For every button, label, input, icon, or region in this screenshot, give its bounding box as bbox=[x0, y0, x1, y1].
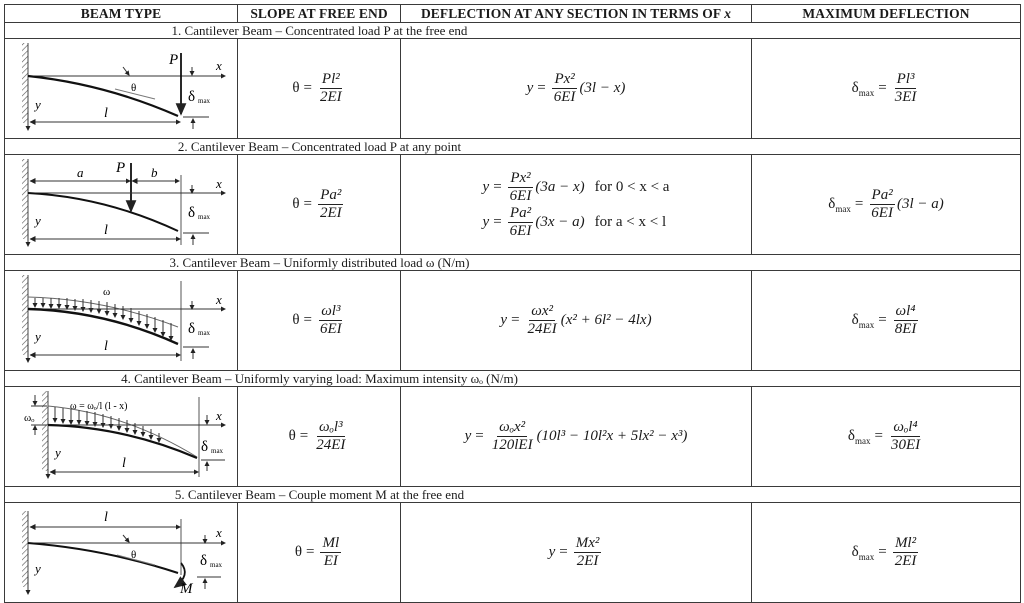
slope-cell-5 bbox=[238, 503, 401, 603]
slope-cell-1 bbox=[238, 39, 401, 139]
deflection-formula-segment-2: y = $\frac{\text{Pa²}}{6EI}$ (3x − a) for a < x < l bbox=[482, 204, 667, 239]
diagram-cell-2 bbox=[5, 155, 238, 255]
header-beam-type: BEAM TYPE bbox=[5, 5, 238, 23]
max-deflection-formula: δ max = $\frac{\text{Pa²}}{6EI}$ (3l − a) bbox=[828, 187, 944, 221]
svg-text:l: l bbox=[122, 456, 126, 471]
svg-text:y: y bbox=[35, 213, 41, 228]
svg-text:P: P bbox=[116, 160, 126, 176]
deflection-formula: y = $\frac{\text{Px²}}{6EI}$ (3l − x) bbox=[526, 71, 626, 105]
svg-text:max: max bbox=[198, 213, 211, 221]
deflection-cell-1 bbox=[401, 39, 752, 139]
svg-text:b: b bbox=[151, 165, 158, 180]
svg-text:max: max bbox=[211, 447, 224, 455]
svg-text:δ: δ bbox=[188, 89, 196, 105]
section-title-5: 5. Cantilever Beam – Couple moment M at the free end bbox=[5, 487, 1021, 503]
svg-text:x: x bbox=[216, 176, 222, 191]
svg-text:l: l bbox=[104, 339, 108, 354]
svg-text:a: a bbox=[77, 165, 84, 180]
max-deflection-cell-5 bbox=[752, 503, 1021, 603]
max-deflection-formula: δ max = $\frac{\text{Pl³}}{3EI}$ bbox=[851, 71, 917, 105]
deflection-formula: y = $\frac{\text{Mx²}}{2EI}$ bbox=[548, 535, 600, 569]
cantilever-udl-diagram bbox=[5, 271, 238, 365]
header-max-deflection: MAXIMUM DEFLECTION bbox=[752, 5, 1021, 23]
cantilever-varying-load-diagram bbox=[5, 387, 238, 481]
header-row bbox=[5, 5, 1021, 23]
section-title-2: 2. Cantilever Beam – Concentrated load P at any point bbox=[5, 139, 1021, 155]
diagram-cell-3 bbox=[5, 271, 238, 371]
beam-deflection-table bbox=[4, 4, 1021, 603]
header-slope: SLOPE AT FREE END bbox=[238, 5, 401, 23]
deflection-cell-2 bbox=[401, 155, 752, 255]
max-deflection-cell-4 bbox=[752, 387, 1021, 487]
svg-text:y: y bbox=[35, 329, 41, 344]
beam-row-4 bbox=[5, 387, 1021, 487]
beam-row-2 bbox=[5, 155, 1021, 255]
max-deflection-cell-1 bbox=[752, 39, 1021, 139]
slope-cell-3 bbox=[238, 271, 401, 371]
max-deflection-formula: δ max = $\frac{\text{ωl⁴}}{8EI}$ bbox=[851, 303, 917, 337]
slope-cell-2 bbox=[238, 155, 401, 255]
section-title-3: 3. Cantilever Beam – Uniformly distributed load ω (N/m) bbox=[5, 255, 1021, 271]
svg-text:max: max bbox=[210, 561, 223, 569]
svg-text:ω = ωₒ/l (l - x): ω = ωₒ/l (l - x) bbox=[70, 401, 128, 412]
svg-text:y: y bbox=[35, 97, 41, 112]
svg-text:M: M bbox=[180, 581, 193, 597]
section-title-1: 1. Cantilever Beam – Concentrated load P at the free end bbox=[5, 23, 1021, 39]
beam-row-3 bbox=[5, 271, 1021, 371]
diagram-cell-1 bbox=[5, 39, 238, 139]
svg-text:x: x bbox=[216, 58, 222, 73]
deflection-cell-3 bbox=[401, 271, 752, 371]
svg-text:l: l bbox=[104, 510, 108, 525]
slope-formula: θ = $\frac{Ml}{EI}$ bbox=[294, 535, 340, 569]
svg-text:δ: δ bbox=[201, 439, 209, 455]
svg-text:δ: δ bbox=[188, 205, 196, 221]
slope-formula: θ = $\frac{\text{ωl³}}{6EI}$ bbox=[292, 303, 342, 337]
slope-formula: θ = $\frac{\text{Pl²}}{2EI}$ bbox=[292, 71, 342, 105]
svg-text:x: x bbox=[216, 408, 222, 423]
svg-text:max: max bbox=[198, 329, 211, 337]
diagram-cell-5 bbox=[5, 503, 238, 603]
svg-text:δ: δ bbox=[200, 553, 208, 569]
slope-formula: θ = ωₒl³ 24EI bbox=[288, 419, 346, 453]
max-deflection-cell-2 bbox=[752, 155, 1021, 255]
cantilever-point-load-end-diagram bbox=[5, 39, 238, 133]
svg-text:x: x bbox=[216, 292, 222, 307]
max-deflection-formula: δ max = $\frac{\text{Ml²}}{2EI}$ bbox=[851, 535, 917, 569]
beam-row-5 bbox=[5, 503, 1021, 603]
svg-text:θ: θ bbox=[131, 549, 137, 561]
svg-text:l: l bbox=[104, 223, 108, 238]
section-title-4: 4. Cantilever Beam – Uniformly varying load: Maximum intensity ωₒ (N/m) bbox=[5, 371, 1021, 387]
deflection-cell-4 bbox=[401, 387, 752, 487]
diagram-cell-4 bbox=[5, 387, 238, 487]
slope-formula: θ = $\frac{\text{Pa²}}{2EI}$ bbox=[292, 187, 342, 221]
svg-text:max: max bbox=[198, 97, 211, 105]
deflection-formula: y = $\frac{\text{ωx²}}{24EI}$ (x² + 6l² − 4lx) bbox=[500, 303, 652, 337]
header-deflection: DEFLECTION AT ANY SECTION IN TERMS OF x bbox=[401, 5, 752, 23]
cantilever-point-load-any-diagram bbox=[5, 155, 238, 249]
svg-text:P: P bbox=[169, 52, 179, 68]
slope-cell-4 bbox=[238, 387, 401, 487]
svg-text:y: y bbox=[35, 561, 41, 576]
deflection-formula: y = ωₒx² 120lEI (10l³ − 10l²x + 5lx² − x³) bbox=[464, 419, 688, 453]
svg-text:ωₒ: ωₒ bbox=[24, 412, 35, 424]
svg-text:y: y bbox=[55, 445, 61, 460]
svg-text:θ: θ bbox=[131, 82, 137, 94]
cantilever-couple-moment-diagram bbox=[5, 503, 238, 597]
deflection-formula-segment-1: y = $\frac{\text{Px²}}{6EI}$ (3a − x) for 0 < x < a bbox=[482, 169, 670, 204]
max-deflection-formula: δ max = ωₒl⁴ 30EI bbox=[847, 419, 921, 453]
deflection-cell-5 bbox=[401, 503, 752, 603]
max-deflection-cell-3 bbox=[752, 271, 1021, 371]
svg-text:x: x bbox=[216, 525, 222, 540]
beam-row-1 bbox=[5, 39, 1021, 139]
svg-text:δ: δ bbox=[188, 321, 196, 337]
svg-text:l: l bbox=[104, 106, 108, 121]
svg-text:ω: ω bbox=[103, 286, 111, 298]
